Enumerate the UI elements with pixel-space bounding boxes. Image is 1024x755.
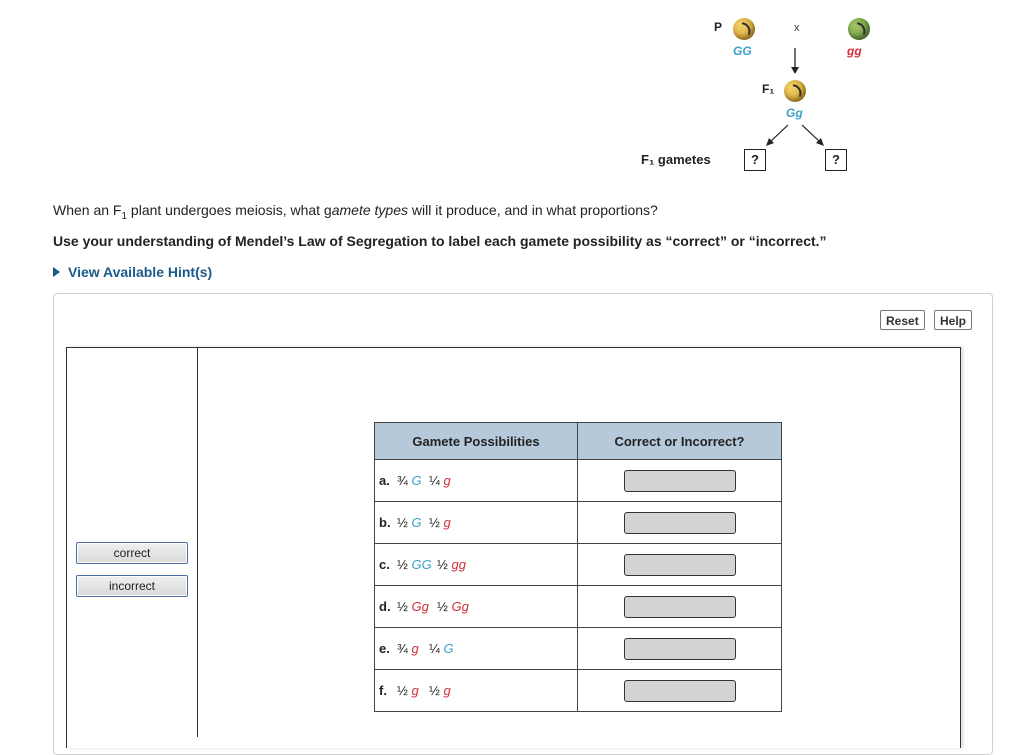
table-row xyxy=(375,628,782,670)
instruction-text: Use your understanding of Mendel’s Law of Segregation to label each gamete possibility as “correct” or “incorrect.” xyxy=(53,233,827,249)
help-button[interactable]: Help xyxy=(934,310,972,330)
drop-target-c[interactable] xyxy=(624,554,736,576)
drop-target-b[interactable] xyxy=(624,512,736,534)
triangle-right-icon xyxy=(53,267,60,277)
label-incorrect[interactable]: incorrect xyxy=(76,575,188,597)
gamete-possibility-c: c. ½ GG ½ gg xyxy=(375,544,578,586)
drop-cell xyxy=(578,502,782,544)
drop-cell xyxy=(578,460,782,502)
drop-cell xyxy=(578,544,782,586)
gamete-possibility-e: e. ¾ g ¼ G xyxy=(375,628,578,670)
gamete-possibility-b: b. ½ G ½ g xyxy=(375,502,578,544)
table-row xyxy=(375,544,782,586)
parent2-genotype: gg xyxy=(847,44,862,58)
gamete-possibility-d: d. ½ Gg ½ Gg xyxy=(375,586,578,628)
drop-cell xyxy=(578,670,782,712)
p-generation-label: P xyxy=(714,20,723,34)
yellow-pea-icon xyxy=(733,18,755,40)
down-arrow-icon xyxy=(780,46,810,76)
gamete-table xyxy=(374,422,782,712)
allele-mixed: Gg xyxy=(411,599,429,614)
question-text: When an $F_1$ plant undergoes meiosis, what gamete types will it produce, and in what proportions? xyxy=(53,202,658,222)
drop-cell xyxy=(578,586,782,628)
drop-target-a[interactable] xyxy=(624,470,736,492)
table-row xyxy=(375,586,782,628)
parent1-genotype: GG xyxy=(733,44,752,58)
drop-target-f[interactable] xyxy=(624,680,736,702)
f1-label: F₁ xyxy=(762,82,775,96)
f1-genotype: Gg xyxy=(786,106,803,120)
green-pea-icon xyxy=(848,18,870,40)
drop-target-e[interactable] xyxy=(624,638,736,660)
table-row xyxy=(375,502,782,544)
header-correct-incorrect: Correct or Incorrect? xyxy=(578,423,782,460)
split-arrows-icon xyxy=(760,122,830,150)
drop-target-d[interactable] xyxy=(624,596,736,618)
table-row xyxy=(375,670,782,712)
header-gamete-possibilities: Gamete Possibilities xyxy=(375,423,578,460)
gamete-unknown-box: ? xyxy=(825,149,847,171)
yellow-pea-icon xyxy=(784,80,806,102)
reset-button[interactable]: Reset xyxy=(880,310,925,330)
f1-gametes-label: F₁ gametes xyxy=(641,152,711,167)
view-hints-link[interactable] xyxy=(53,264,212,280)
gamete-possibility-f: f. ½ g ½ g xyxy=(375,670,578,712)
view-hints-label: View Available Hint(s) xyxy=(68,264,213,280)
table-row xyxy=(375,460,782,502)
gamete-unknown-box: ? xyxy=(744,149,766,171)
label-bank-divider xyxy=(197,347,198,737)
drop-cell xyxy=(578,628,782,670)
gamete-possibility-a: a. ¾ G ¼ g xyxy=(375,460,578,502)
cross-symbol: x xyxy=(794,22,800,34)
label-correct[interactable]: correct xyxy=(76,542,188,564)
